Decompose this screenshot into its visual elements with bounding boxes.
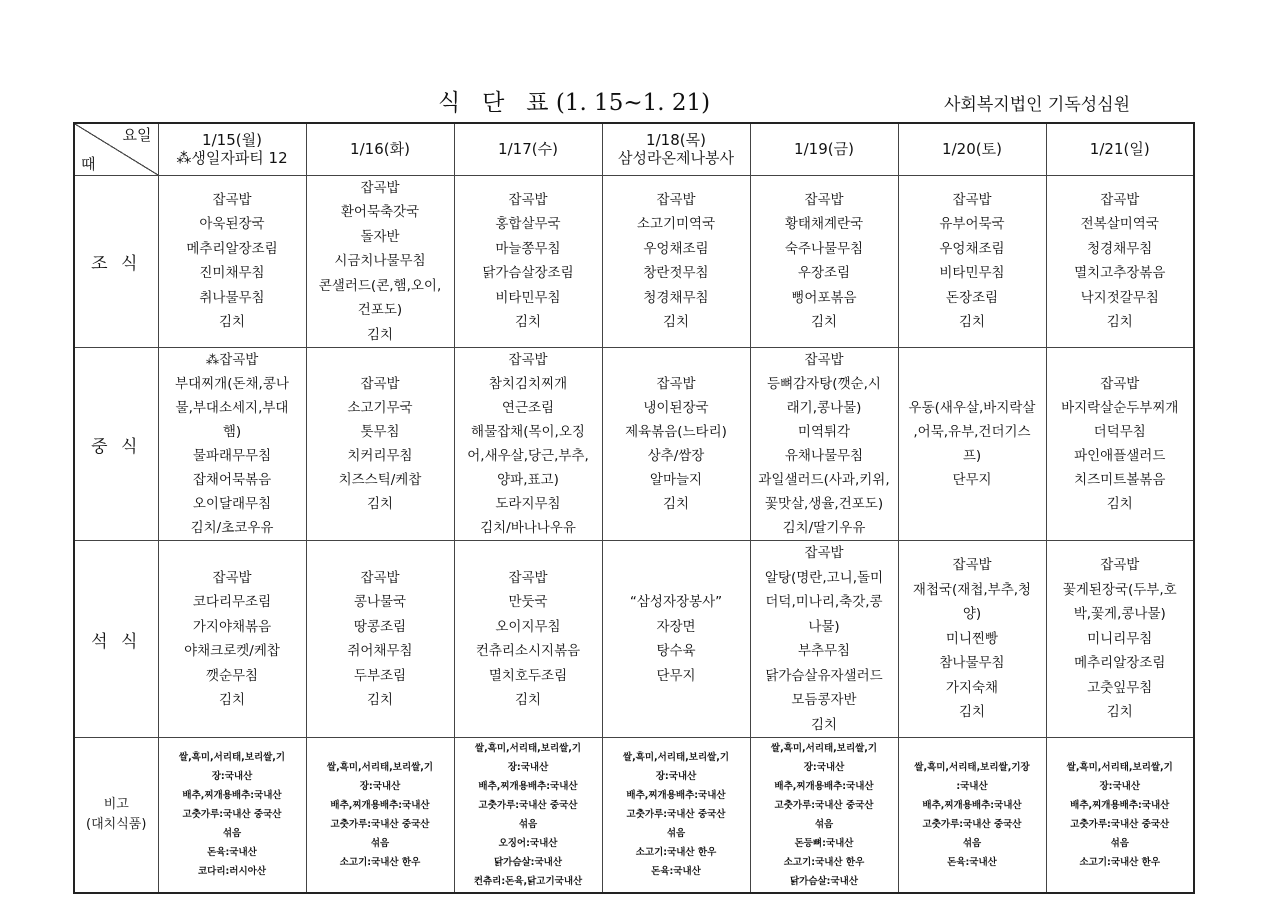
day-header: 1/19(금)	[750, 123, 898, 175]
menu-item: 김치	[366, 496, 394, 512]
origin-note: 돈등뼈:국내산	[794, 837, 854, 849]
origin-note: 배추,찌개용배추:국내산	[626, 790, 726, 802]
menu-item: 잡곡밥	[656, 376, 696, 392]
menu-item: 냉이된장국	[643, 400, 709, 416]
menu-item: 물,부대소세지,부대	[175, 400, 289, 416]
origin-note: 고춧가루:국내산 중국산	[478, 799, 578, 811]
origin-note: 섞음	[1110, 837, 1129, 849]
origin-note: 장:국내산	[1099, 780, 1140, 792]
menu-item: 김치	[810, 314, 838, 331]
menu-item: 고춧잎무침	[1087, 679, 1153, 696]
menu-item: 아욱된장국	[199, 216, 265, 233]
menu-item: 파인애플샐러드	[1074, 448, 1166, 464]
origin-note-cell	[454, 738, 602, 893]
origin-note: 닭가슴살:국내산	[493, 856, 563, 868]
menu-item: 두부조림	[353, 667, 407, 684]
origin-note: 배추,찌개용배추:국내산	[330, 799, 430, 811]
menu-item: 오이지무침	[495, 618, 561, 635]
menu-item: 낙지젓갈무침	[1080, 289, 1159, 306]
menu-item: 잡곡밥	[804, 545, 844, 561]
origin-note: 오징어:국내산	[498, 837, 558, 849]
origin-note: 소고기:국내산 한우	[635, 847, 717, 859]
menu-item: 건포도)	[357, 302, 403, 318]
menu-item: 김치	[810, 716, 838, 733]
menu-item: 닭가슴살유자샐러드	[765, 667, 883, 684]
origin-note: 섞음	[370, 837, 390, 849]
menu-item: 돈장조림	[945, 289, 999, 306]
menu-item: 잡곡밥	[1100, 557, 1140, 574]
menu-item: 김치	[1106, 704, 1133, 721]
menu-item: 잡곡밥	[360, 376, 400, 392]
menu-cell	[306, 348, 454, 541]
day-header: 1/17(수)	[454, 123, 602, 175]
menu-item: 잡곡밥	[508, 352, 548, 368]
menu-item: 상추/쌈장	[647, 448, 705, 464]
menu-cell	[602, 175, 750, 348]
origin-note: 장:국내산	[655, 771, 697, 783]
menu-cell	[306, 175, 454, 348]
origin-note-cell	[750, 738, 898, 893]
menu-cell	[158, 348, 306, 541]
menu-cell	[454, 541, 602, 738]
menu-item: 김치/바나나우유	[480, 520, 576, 536]
origin-note-cell	[1046, 738, 1194, 893]
origin-note: 쌀,흑미,서리태,보리쌀,기	[474, 742, 582, 754]
menu-cell	[158, 541, 306, 738]
breakfast-row	[74, 175, 1194, 348]
menu-item: 취나물무침	[199, 289, 265, 306]
menu-item: 김치	[1106, 496, 1133, 512]
origin-note-cell	[898, 738, 1046, 893]
origin-note: 고춧가루:국내산 중국산	[774, 799, 874, 811]
menu-item: ⁂잡곡밥	[205, 352, 259, 368]
origin-note: 섞음	[962, 837, 982, 849]
menu-item: 콘샐러드(콘,햄,오이,	[318, 277, 442, 294]
menu-item: 야채크로켓/케찹	[184, 643, 280, 659]
menu-item: 단무지	[952, 472, 992, 488]
menu-cell	[750, 175, 898, 348]
menu-item: 자장면	[656, 618, 696, 635]
menu-item: 멸치호두조림	[488, 667, 568, 684]
menu-item: 뻥어포볶음	[791, 289, 857, 306]
origin-note-cell	[306, 738, 454, 893]
menu-item: 유부어묵국	[939, 216, 1005, 233]
menu-item: 닭가슴살장조림	[482, 265, 574, 282]
menu-item: 래기,콩나물)	[786, 400, 862, 416]
corner-cell	[74, 123, 158, 175]
menu-item: 유채나물무침	[784, 448, 864, 464]
menu-item: 미역튀각	[797, 424, 851, 440]
menu-cell	[1046, 348, 1194, 541]
menu-item: 황태채계란국	[784, 216, 864, 233]
day-header: 1/16(화)	[306, 123, 454, 175]
menu-cell	[898, 175, 1046, 348]
menu-item: 등뼈감자탕(깻순,시	[767, 376, 881, 392]
menu-item: 참치김치찌개	[488, 376, 568, 392]
menu-item: 잡곡밥	[212, 191, 252, 208]
dinner-label: 석 식	[74, 541, 158, 738]
origin-note: 쌀,흑미,서리태,보리쌀,기장	[914, 761, 1030, 773]
meal-corner-label: 때	[81, 154, 96, 173]
menu-item: 김치	[662, 314, 690, 331]
menu-item: 박,꽃게,콩나물)	[1073, 606, 1166, 623]
menu-item: 톳무침	[360, 424, 400, 440]
day-header: 1/20(토)	[898, 123, 1046, 175]
menu-item: 비타민무침	[939, 265, 1005, 282]
menu-cell	[602, 541, 750, 738]
notes-row	[74, 738, 1194, 893]
menu-item: 잡채어묵볶음	[192, 472, 272, 488]
menu-item: 김치	[514, 692, 542, 708]
menu-item: ,어묵,유부,건더기스	[913, 424, 1031, 440]
menu-item: 창란젓무침	[643, 265, 709, 282]
menu-item: 김치	[514, 314, 542, 331]
menu-cell	[1046, 541, 1194, 738]
origin-note: 배추,찌개용배추:국내산	[182, 790, 282, 802]
menu-item: 김치/초코우유	[190, 520, 274, 536]
menu-item: 도라지무침	[495, 496, 561, 512]
menu-item: 오이달래무침	[192, 496, 272, 512]
menu-item: 양파,표고)	[497, 472, 559, 488]
menu-item: 모듬콩자반	[791, 692, 857, 708]
menu-item: 가지야채볶음	[192, 618, 272, 635]
origin-note: 배추,찌개용배추:국내산	[1070, 799, 1170, 811]
origin-note: 컨츄리:돈육,닭고기국내산	[473, 875, 583, 887]
origin-note: 장:국내산	[359, 780, 401, 792]
menu-cell	[454, 348, 602, 541]
menu-item: 나물)	[808, 618, 840, 635]
origin-note: 닭가슴살:국내산	[789, 875, 859, 887]
menu-item: 프)	[962, 448, 982, 464]
menu-item: 미니찐빵	[945, 630, 999, 647]
menu-item: 김치	[218, 314, 246, 331]
origin-note: 배추,찌개용배추:국내산	[774, 780, 874, 792]
menu-table	[73, 122, 1195, 894]
menu-item: 물파래무무침	[192, 448, 272, 464]
origin-note: 섞음	[666, 828, 686, 840]
menu-item: 청경채무침	[1087, 240, 1153, 257]
menu-item: 알마늘지	[649, 472, 703, 488]
day-header: 1/18(목) 삼성라온제나봉사	[602, 123, 750, 175]
origin-note: 배추,찌개용배추:국내산	[478, 780, 578, 792]
menu-item: 잡곡밥	[360, 179, 400, 196]
menu-item: 메추리알장조림	[1074, 655, 1166, 672]
origin-note: 돈육:국내산	[207, 847, 257, 859]
origin-note: 쌀,흑미,서리태,보리쌀,기	[178, 752, 286, 764]
menu-item: 콩나물국	[353, 594, 407, 610]
menu-item: 소고기미역국	[636, 216, 716, 233]
organization-name: 사회복지법인 기독성심원	[944, 95, 1131, 115]
menu-item: 잡곡밥	[804, 191, 844, 208]
origin-note: :국내산	[956, 780, 988, 792]
origin-note: 고춧가루:국내산 중국산	[922, 818, 1022, 830]
origin-note: 돈육:국내산	[651, 866, 701, 878]
menu-item: 우장조림	[797, 265, 851, 282]
menu-item: 잡곡밥	[1100, 191, 1140, 208]
menu-item: 전복살미역국	[1080, 216, 1159, 233]
origin-note: 장:국내산	[211, 771, 253, 783]
menu-item: 잡곡밥	[1100, 376, 1140, 392]
breakfast-label: 조 식	[74, 175, 158, 348]
menu-item: 치즈스틱/케찹	[338, 472, 422, 488]
menu-item: 김치	[218, 692, 246, 708]
menu-item: 잡곡밥	[952, 557, 992, 574]
origin-note: 고춧가루:국내산 중국산	[1070, 818, 1170, 830]
menu-item: 과일샐러드(사과,키위,	[758, 472, 890, 488]
menu-item: 햄)	[222, 424, 242, 440]
menu-item: 김치	[366, 692, 394, 708]
menu-item: “삼성자장봉사”	[629, 594, 723, 610]
origin-note: 쌀,흑미,서리태,보리쌀,기	[1066, 761, 1173, 773]
menu-item: 미니리무침	[1087, 630, 1153, 647]
menu-item: 김치	[366, 326, 394, 343]
menu-item: 돌자반	[360, 228, 400, 245]
menu-item: 제육볶음(느타리)	[625, 424, 727, 440]
origin-note: 장:국내산	[803, 761, 845, 773]
menu-item: 잡곡밥	[952, 191, 992, 208]
lunch-row	[74, 348, 1194, 541]
menu-item: 숙주나물무침	[784, 240, 864, 257]
menu-item: 청경채무침	[643, 289, 709, 306]
origin-note: 고춧가루:국내산 중국산	[626, 809, 726, 821]
menu-item: 우엉채조림	[939, 240, 1005, 257]
menu-item: 시금치나물무침	[334, 253, 426, 269]
menu-item: 잡곡밥	[804, 352, 844, 368]
menu-item: 어,새우살,당근,부추,	[467, 448, 589, 464]
menu-item: 해물잡채(목이,오징	[471, 424, 585, 440]
origin-note-cell	[602, 738, 750, 893]
menu-item: 마늘쫑무침	[495, 240, 561, 257]
menu-item: 컨츄리소시지볶음	[475, 643, 581, 659]
menu-item: 김치	[1106, 314, 1133, 331]
dinner-row	[74, 541, 1194, 738]
menu-item: 꽃맛살,생율,건포도)	[764, 496, 884, 512]
menu-item: 땅콩조림	[353, 618, 407, 635]
menu-item: 우엉채조림	[643, 240, 709, 257]
menu-item: 잡곡밥	[508, 569, 548, 586]
menu-cell	[898, 541, 1046, 738]
menu-item: 꽃게된장국(두부,호	[1062, 581, 1177, 598]
menu-item: 잡곡밥	[360, 569, 400, 586]
origin-note: 쌀,흑미,서리태,보리쌀,기	[622, 752, 730, 764]
menu-item: 양)	[962, 606, 982, 623]
origin-note: 고춧가루:국내산 중국산	[182, 809, 282, 821]
menu-item: 비타민무침	[495, 289, 561, 306]
menu-item: 멸치고추장볶음	[1074, 265, 1166, 282]
menu-item: 더덕무침	[1093, 424, 1146, 440]
menu-item: 쥐어채무침	[347, 643, 413, 659]
menu-item: 깻순무침	[205, 667, 259, 684]
menu-item: 만둣국	[508, 594, 548, 610]
menu-item: 치커리무침	[347, 448, 413, 464]
origin-note: 배추,찌개용배추:국내산	[922, 799, 1022, 811]
header-row	[74, 123, 1194, 175]
menu-item: 단무지	[656, 667, 696, 684]
menu-cell	[306, 541, 454, 738]
page-title: 식 단 표 (1. 15~1. 21)	[438, 90, 711, 116]
menu-item: 탕수육	[656, 643, 696, 659]
menu-item: 부대찌개(돈채,콩나	[175, 376, 289, 392]
day-header: 1/21(일)	[1046, 123, 1194, 175]
menu-cell	[898, 348, 1046, 541]
origin-note: 섞음	[222, 828, 242, 840]
menu-item: 메추리알장조림	[186, 240, 278, 257]
menu-cell	[158, 175, 306, 348]
weekday-corner-label: 요일	[122, 126, 152, 144]
menu-item: 홍합살무국	[495, 216, 561, 233]
menu-item: 바지락살순두부찌개	[1061, 400, 1179, 416]
menu-item: 코다리무조림	[192, 594, 272, 610]
menu-item: 진미채무침	[199, 265, 265, 282]
menu-item: 김치	[958, 314, 986, 331]
menu-item: 김치	[662, 496, 690, 512]
menu-item: 김치/딸기우유	[782, 520, 866, 536]
menu-cell	[454, 175, 602, 348]
menu-item: 김치	[958, 704, 986, 721]
menu-item: 더덕,미나리,축갓,콩	[765, 594, 883, 610]
origin-note: 섞음	[814, 818, 834, 830]
day-header: 1/15(월) ⁂생일자파티 12	[158, 123, 306, 175]
origin-note: 장:국내산	[507, 761, 549, 773]
menu-item: 참나물무침	[939, 655, 1005, 672]
origin-note: 고춧가루:국내산 중국산	[330, 818, 430, 830]
menu-item: 소고기무국	[347, 400, 413, 416]
origin-note: 소고기:국내산 한우	[783, 856, 865, 868]
menu-item: 환어묵축갓국	[340, 204, 420, 220]
origin-note: 소고기:국내산 한우	[339, 856, 421, 868]
origin-note: 소고기:국내산 한우	[1079, 856, 1161, 868]
lunch-label: 중 식	[74, 348, 158, 541]
menu-item: 가지숙채	[945, 679, 999, 696]
menu-item: 부추무침	[797, 643, 851, 659]
menu-item: 치즈미트볼볶음	[1074, 472, 1166, 488]
origin-note: 쌀,흑미,서리태,보리쌀,기	[770, 742, 878, 754]
menu-item: 알탕(명란,고니,돌미	[764, 569, 884, 586]
origin-note: 섞음	[518, 818, 538, 830]
menu-cell	[1046, 175, 1194, 348]
menu-item: 우동(새우살,바지락살	[908, 400, 1036, 416]
origin-note: 코다리:러시아산	[197, 866, 267, 878]
menu-item: 잡곡밥	[212, 569, 252, 586]
menu-cell	[750, 348, 898, 541]
origin-note: 돈육:국내산	[947, 856, 997, 868]
notes-label: 비고 (대치식품)	[74, 738, 158, 893]
menu-cell	[602, 348, 750, 541]
menu-cell	[750, 541, 898, 738]
menu-item: 잡곡밥	[508, 191, 548, 208]
origin-note: 쌀,흑미,서리태,보리쌀,기	[326, 761, 434, 773]
menu-item: 재첩국(재첩,부추,청	[912, 581, 1032, 598]
menu-item: 연근조림	[501, 400, 555, 416]
menu-item: 잡곡밥	[656, 191, 696, 208]
origin-note-cell	[158, 738, 306, 893]
